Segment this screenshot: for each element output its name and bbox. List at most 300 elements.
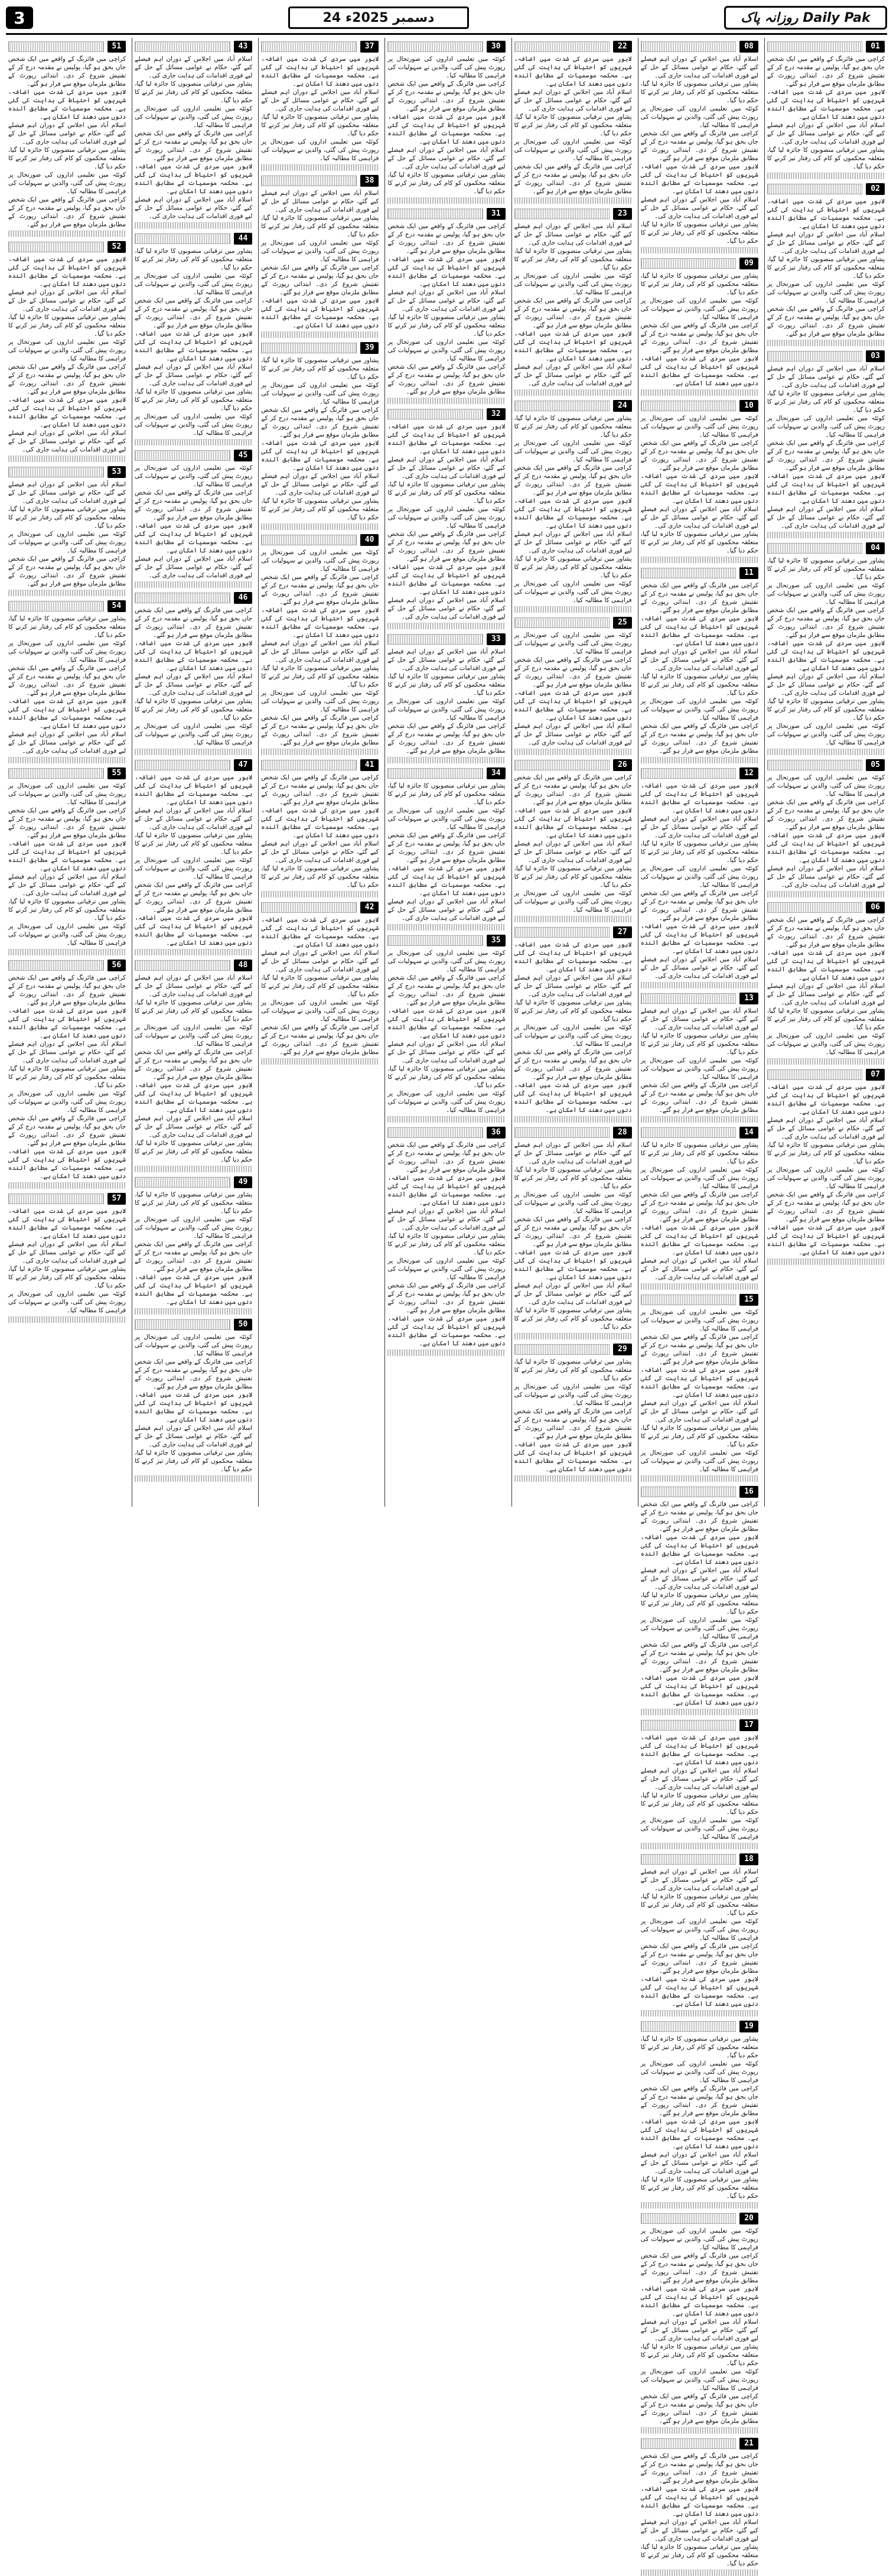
notice-title-rule [514,401,610,411]
body-text-line: کراچی میں فائرنگ کے واقعے میں ایک شخص جاں بحق ہو گیا، پولیس نے مقدمہ درج کر کے تفتیش شروع کر دی۔ ابتدائی رپورٹ کے مطابق ملزمان موقع سے فرار ہو گئے۔ [640,582,758,614]
notice-footer-rule [135,439,252,445]
notice-block [514,1126,632,1339]
body-text-line: اسلام آباد میں اجلاس کے دوران اہم فیصلے کیے گئے، حکام نے عوامی مسائل کے حل کے لیے فوری اقدامات کی ہدایت جاری کی۔ [387,898,506,922]
notice-header [641,399,758,412]
notice-body [387,55,505,196]
notice-title-rule [135,233,230,244]
body-text-line: لاہور میں سردی کی شدت میں اضافہ، شہریوں کو احتیاط کی ہدایت کی گئی ہے۔ محکمہ موسمیات کے مطابق آئندہ دنوں میں دھند کا امکان ہے۔ [514,689,632,721]
notice-number: 52 [107,241,126,253]
notice-body [514,55,632,196]
body-text-line: کوئٹہ میں تعلیمی اداروں کی صورتحال پر رپورٹ پیش کی گئی، والدین نے سہولیات کی فراہمی کا مطالبہ کیا۔ [261,549,379,573]
body-text-line: پشاور میں ترقیاتی منصوبوں کا جائزہ لیا گیا، متعلقہ محکموں کو کام کی رفتار تیز کرنے کا حکم دیا گیا۔ [514,555,632,579]
column-5 [258,38,381,1507]
body-text-line: کراچی میں فائرنگ کے واقعے میں ایک شخص جاں بحق ہو گیا، پولیس نے مقدمہ درج کر کے تفتیش شروع کر دی۔ ابتدائی رپورٹ کے مطابق ملزمان موقع سے فرار ہو گئے۔ [767,305,885,337]
body-text-line: کراچی میں فائرنگ کے واقعے میں ایک شخص جاں بحق ہو گیا، پولیس نے مقدمہ درج کر کے تفتیش شروع کر دی۔ ابتدائی رپورٹ کے مطابق ملزمان موقع سے فرار ہو گئے۔ [640,1191,758,1223]
column-2 [638,38,761,2567]
notice-title-rule [8,601,103,612]
body-text-line: کوئٹہ میں تعلیمی اداروں کی صورتحال پر رپورٹ پیش کی گئی، والدین نے سہولیات کی فراہمی کا مطالبہ کیا۔ [8,1090,126,1114]
notice-header [8,466,126,479]
notice-footer-rule [767,749,885,755]
body-text-line: لاہور میں سردی کی شدت میں اضافہ، شہریوں کو احتیاط کی ہدایت کی گئی ہے۔ محکمہ موسمیات کے مطابق آئندہ دنوں میں دھند کا امکان ہے۔ [261,297,379,329]
notice-header [387,207,505,220]
body-text-line: اسلام آباد میں اجلاس کے دوران اہم فیصلے کیے گئے، حکام نے عوامی مسائل کے حل کے لیے فوری اقدامات کی ہدایت جاری کی۔ [767,365,885,389]
body-text-line: کوئٹہ میں تعلیمی اداروں کی صورتحال پر رپورٹ پیش کی گئی، والدین نے سہولیات کی فراہمی کا مطالبہ کیا۔ [640,1918,758,1941]
notice-number: 11 [739,567,758,579]
notice-number: 44 [234,233,253,245]
notice-number: 47 [234,759,253,771]
notice-body [387,648,505,755]
notice-block [261,174,379,338]
body-text-line: پشاور میں ترقیاتی منصوبوں کا جائزہ لیا گیا، متعلقہ محکموں کو کام کی رفتار تیز کرنے کا حکم دیا گیا۔ [640,2035,758,2059]
body-text-line: لاہور میں سردی کی شدت میں اضافہ، شہریوں کو احتیاط کی ہدایت کی گئی ہے۔ محکمہ موسمیات کے مطابق آئندہ دنوں میں دھند کا امکان ہے۔ [387,1315,506,1347]
notice-number: 38 [360,175,379,187]
notice-number: 21 [739,2438,758,2450]
body-text-line: پشاور میں ترقیاتی منصوبوں کا جائزہ لیا گیا، متعلقہ محکموں کو کام کی رفتار تیز کرنے کا حکم دیا گیا۔ [767,256,885,279]
notice-header [514,1126,632,1139]
columns-container [6,38,887,2567]
body-text-line: کراچی میں فائرنگ کے واقعے میں ایک شخص جاں بحق ہو گیا، پولیس نے مقدمہ درج کر کے تفتیش شروع کر دی۔ ابتدائی رپورٹ کے مطابق ملزمان موقع سے فرار ہو گئے۔ [640,1943,758,1975]
notice-number: 39 [360,342,379,354]
notice-footer-rule [514,389,632,396]
notice-footer-rule [387,1349,505,1356]
notice-title-rule [261,760,356,770]
body-text-line: کوئٹہ میں تعلیمی اداروں کی صورتحال پر رپورٹ پیش کی گئی، والدین نے سہولیات کی فراہمی کا مطالبہ کیا۔ [767,281,885,304]
body-text-line: اسلام آباد میں اجلاس کے دوران اہم فیصلے کیے گئے، حکام نے عوامی مسائل کے حل کے لیے فوری اقدامات کی ہدایت جاری کی۔ [767,231,885,255]
notice-number: 43 [234,41,253,53]
body-text-line: کوئٹہ میں تعلیمی اداروں کی صورتحال پر رپورٹ پیش کی گئی، والدین نے سہولیات کی فراہمی کا مطالبہ کیا۔ [640,297,758,321]
notice-block [135,449,252,588]
notice-header [641,257,758,270]
notice-footer-rule [767,891,885,897]
notice-header [135,1176,252,1189]
notice-header [135,959,252,972]
body-text-line: لاہور میں سردی کی شدت میں اضافہ، شہریوں کو احتیاط کی ہدایت کی گئی ہے۔ محکمہ موسمیات کے مطابق آئندہ دنوں میں دھند کا امکان ہے۔ [8,256,126,288]
notice-footer-rule [135,1308,252,1315]
body-text-line: کراچی میں فائرنگ کے واقعے میں ایک شخص جاں بحق ہو گیا، پولیس نے مقدمہ درج کر کے تفتیش شروع کر دی۔ ابتدائی رپورٹ کے مطابق ملزمان موقع سے فرار ہو گئے۔ [261,264,379,296]
notice-footer-rule [641,1709,758,1715]
body-text-line: اسلام آباد میں اجلاس کے دوران اہم فیصلے کیے گئے، حکام نے عوامی مسائل کے حل کے لیے فوری اقدامات کی ہدایت جاری کی۔ [514,89,632,112]
notice-block [8,1192,126,1323]
notice-header [135,759,252,772]
body-text-line: اسلام آباد میں اجلاس کے دوران اہم فیصلے کیے گئے، حکام نے عوامی مسائل کے حل کے لیے فوری اقدامات کی ہدایت جاری کی۔ [640,2318,758,2342]
body-text-line: کراچی میں فائرنگ کے واقعے میں ایک شخص جاں بحق ہو گیا، پولیس نے مقدمہ درج کر کے تفتیش شروع کر دی۔ ابتدائی رپورٹ کے مطابق ملزمان موقع سے فرار ہو گئے۔ [387,723,506,754]
body-text-line: کوئٹہ میں تعلیمی اداروں کی صورتحال پر رپورٹ پیش کی گئی، والدین نے سہولیات کی فراہمی کا مطالبہ کیا۔ [767,1166,885,1190]
body-text-line: کراچی میں فائرنگ کے واقعے میں ایک شخص جاں بحق ہو گیا، پولیس نے مقدمہ درج کر کے تفتیش شروع کر دی۔ ابتدائی رپورٹ کے مطابق ملزمان موقع سے فرار ہو گئے۔ [8,665,126,697]
body-text-line: پشاور میں ترقیاتی منصوبوں کا جائزہ لیا گیا، متعلقہ محکموں کو کام کی رفتار تیز کرنے کا حکم دیا گیا۔ [767,557,885,581]
notice-body [514,1358,632,1474]
body-text-line: لاہور میں سردی کی شدت میں اضافہ، شہریوں کو احتیاط کی ہدایت کی گئی ہے۔ محکمہ موسمیات کے مطابق آئندہ دنوں میں دھند کا امکان ہے۔ [135,330,253,362]
notice-footer-rule [261,891,379,897]
body-text-line: کوئٹہ میں تعلیمی اداروں کی صورتحال پر رپورٹ پیش کی گئی، والدین نے سہولیات کی فراہمی کا مطالبہ کیا۔ [8,531,126,554]
body-text-line: لاہور میں سردی کی شدت میں اضافہ، شہریوں کو احتیاط کی ہدایت کی گئی ہے۔ محکمہ موسمیات کے مطابق آئندہ دنوں میں دھند کا امکان ہے۔ [640,355,758,387]
notice-header [514,1343,632,1356]
body-text-line: اسلام آباد میں اجلاس کے دوران اہم فیصلے کیے گئے، حکام نے عوامی مسائل کے حل کے لیے فوری اقدامات کی ہدایت جاری کی۔ [8,481,126,505]
body-text-line: لاہور میں سردی کی شدت میں اضافہ، شہریوں کو احتیاط کی ہدایت کی گئی ہے۔ محکمہ موسمیات کے مطابق آئندہ دنوں میں دھند کا امکان ہے۔ [640,1367,758,1398]
notice-header [767,542,885,555]
body-text-line: لاہور میں سردی کی شدت میں اضافہ، شہریوں کو احتیاط کی ہدایت کی گئی ہے۔ محکمہ موسمیات کے مطابق آئندہ دنوں میں دھند کا امکان ہے۔ [514,1441,632,1473]
body-text-line: کراچی میں فائرنگ کے واقعے میں ایک شخص جاں بحق ہو گیا، پولیس نے مقدمہ درج کر کے تفتیش شروع کر دی۔ ابتدائی رپورٹ کے مطابق ملزمان موقع سے فرار ہو گئے۔ [640,440,758,471]
body-text-line: اسلام آباد میں اجلاس کے دوران اہم فیصلے کیے گئے، حکام نے عوامی مسائل کے حل کے لیے فوری اقدامات کی ہدایت جاری کی۔ [135,974,253,998]
body-text-line: اسلام آباد میں اجلاس کے دوران اہم فیصلے کیے گئے، حکام نے عوامی مسائل کے حل کے لیے فوری اقدامات کی ہدایت جاری کی۔ [135,56,253,79]
body-text-line: کوئٹہ میں تعلیمی اداروں کی صورتحال پر رپورٹ پیش کی گئی، والدین نے سہولیات کی فراہمی کا مطالبہ کیا۔ [387,56,506,79]
notice-title-rule [8,768,103,779]
notice-title-rule [641,2021,736,2032]
body-text-line: اسلام آباد میں اجلاس کے دوران اہم فیصلے کیے گئے، حکام نے عوامی مسائل کے حل کے لیے فوری اقدامات کی ہدایت جاری کی۔ [135,1424,253,1448]
notice-header [135,1318,252,1331]
body-text-line: اسلام آباد میں اجلاس کے دوران اہم فیصلے کیے گئے، حکام نے عوامی مسائل کے حل کے لیے فوری اقدامات کی ہدایت جاری کی۔ [767,1117,885,1140]
notice-footer-rule [261,331,379,338]
notice-footer-rule [641,1283,758,1290]
body-text-line: کراچی میں فائرنگ کے واقعے میں ایک شخص جاں بحق ہو گیا، پولیس نے مقدمہ درج کر کے تفتیش شروع کر دی۔ ابتدائی رپورٹ کے مطابق ملزمان موقع سے فرار ہو گئے۔ [767,56,885,87]
column-4 [384,38,507,1507]
notice-number: 37 [360,41,379,53]
body-text-line: لاہور میں سردی کی شدت میں اضافہ، شہریوں کو احتیاط کی ہدایت کی گئی ہے۔ محکمہ موسمیات کے مطابق آئندہ دنوں میں دھند کا امکان ہے۔ [8,698,126,730]
notice-block [387,767,505,931]
body-text-line: کوئٹہ میں تعلیمی اداروں کی صورتحال پر رپورٹ پیش کی گئی، والدین نے سہولیات کی فراہمی کا مطالبہ کیا۔ [135,464,253,488]
body-text-line: پشاور میں ترقیاتی منصوبوں کا جائزہ لیا گیا، متعلقہ محکموں کو کام کی رفتار تیز کرنے کا حکم دیا گیا۔ [640,2544,758,2567]
body-text-line: پشاور میں ترقیاتی منصوبوں کا جائزہ لیا گیا، متعلقہ محکموں کو کام کی رفتار تیز کرنے کا حکم دیا گیا۔ [261,665,379,688]
body-text-line: اسلام آباد میں اجلاس کے دوران اہم فیصلے کیے گئے، حکام نے عوامی مسائل کے حل کے لیے فوری اقدامات کی ہدایت جاری کی۔ [514,1282,632,1306]
body-text-line: کوئٹہ میں تعلیمی اداروں کی صورتحال پر رپورٹ پیش کی گئی، والدین نے سہولیات کی فراہمی کا مطالبہ کیا۔ [767,415,885,438]
body-text-line: کوئٹہ میں تعلیمی اداروں کی صورتحال پر رپورٹ پیش کی گئی، والدین نے سہولیات کی فراہمی کا مطالبہ کیا۔ [767,723,885,746]
body-text-line: کوئٹہ میں تعلیمی اداروں کی صورتحال پر رپورٹ پیش کی گئی، والدین نے سہولیات کی فراہمی کا مطالبہ کیا۔ [514,440,632,463]
body-text-line: کوئٹہ میں تعلیمی اداروں کی صورتحال پر رپورٹ پیش کی گئی، والدین نے سہولیات کی فراہمی کا مطالبہ کیا۔ [135,1216,253,1240]
notice-title-rule [387,768,483,779]
notice-number: 01 [866,41,885,53]
notice-footer-rule [387,623,505,629]
notice-title-rule [135,593,230,603]
notice-header [8,40,126,53]
body-text-line: کراچی میں فائرنگ کے واقعے میں ایک شخص جاں بحق ہو گیا، پولیس نے مقدمہ درج کر کے تفتیش شروع کر دی۔ ابتدائی رپورٹ کے مطابق ملزمان موقع سے فرار ہو گئے۔ [387,1141,506,1173]
notice-header [135,40,252,53]
body-text-line: کراچی میں فائرنگ کے واقعے میں ایک شخص جاں بحق ہو گیا، پولیس نے مقدمہ درج کر کے تفتیش شروع کر دی۔ ابتدائی رپورٹ کے مطابق ملزمان موقع سے فرار ہو گئے۔ [261,1024,379,1056]
notice-header [135,449,252,462]
notice-header [387,633,505,646]
body-text-line: پشاور میں ترقیاتی منصوبوں کا جائزہ لیا گیا، متعلقہ محکموں کو کام کی رفتار تیز کرنے کا حکم دیا گیا۔ [135,999,253,1023]
notice-block [135,959,252,1172]
body-text-line: کوئٹہ میں تعلیمی اداروں کی صورتحال پر رپورٹ پیش کی گئی، والدین نے سہولیات کی فراہمی کا مطالبہ کیا۔ [261,239,379,263]
notice-title-rule [641,1487,736,1497]
notice-footer-rule [514,916,632,922]
body-text-line: پشاور میں ترقیاتی منصوبوں کا جائزہ لیا گیا، متعلقہ محکموں کو کام کی رفتار تیز کرنے کا حکم دیا گیا۔ [135,248,253,271]
body-text-line: اسلام آباد میں اجلاس کے دوران اہم فیصلے کیے گئے، حکام نے عوامی مسائل کے حل کے لیے فوری اقدامات کی ہدایت جاری کی۔ [514,223,632,246]
notice-header [387,934,505,947]
body-text-line: کوئٹہ میں تعلیمی اداروں کی صورتحال پر رپورٹ پیش کی گئی، والدین نے سہولیات کی فراہمی کا مطالبہ کیا۔ [261,138,379,162]
notice-block [767,40,885,179]
body-text-line: کراچی میں فائرنگ کے واقعے میں ایک شخص جاں بحق ہو گیا، پولیس نے مقدمہ درج کر کے تفتیش شروع کر دی۔ ابتدائی رپورٹ کے مطابق ملزمان موقع سے فرار ہو گئے۔ [767,916,885,948]
body-text-line: کوئٹہ میں تعلیمی اداروں کی صورتحال پر رپورٹ پیش کی گئی، والدین نے سہولیات کی فراہمی کا مطالبہ کیا۔ [387,339,506,362]
notice-block [767,542,885,755]
notice-footer-rule [135,949,252,955]
notice-footer-rule [641,2010,758,2016]
masthead-logo: روزانہ پاک Daily Pak [724,6,887,30]
body-text-line: کوئٹہ میں تعلیمی اداروں کی صورتحال پر رپورٹ پیش کی گئی، والدین نے سہولیات کی فراہمی کا مطالبہ کیا۔ [135,723,253,746]
notice-title-rule [641,1127,736,1138]
body-text-line: کراچی میں فائرنگ کے واقعے میں ایک شخص جاں بحق ہو گیا، پولیس نے مقدمہ درج کر کے تفتیش شروع کر دی۔ ابتدائی رپورٹ کے مطابق ملزمان موقع سے فرار ہو گئے۔ [135,1049,253,1081]
notice-block [387,408,505,629]
notice-footer-rule [8,1182,126,1189]
body-text-line: کوئٹہ میں تعلیمی اداروں کی صورتحال پر رپورٹ پیش کی گئی، والدین نے سہولیات کی فراہمی کا مطالبہ کیا۔ [640,1057,758,1081]
notice-body [135,55,252,220]
notice-block [767,183,885,346]
notice-title-rule [387,209,483,219]
body-text-line: پشاور میں ترقیاتی منصوبوں کا جائزہ لیا گیا، متعلقہ محکموں کو کام کی رفتار تیز کرنے کا حکم دیا گیا۔ [261,865,379,889]
body-text-line: لاہور میں سردی کی شدت میں اضافہ، شہریوں کو احتیاط کی ہدایت کی گئی ہے۔ محکمہ موسمیات کے مطابق آئندہ دنوں میں دھند کا امکان ہے۔ [8,396,126,428]
body-text-line: لاہور میں سردی کی شدت میں اضافہ، شہریوں کو احتیاط کی ہدایت کی گئی ہے۔ محکمہ موسمیات کے مطابق آئندہ دنوں میں دھند کا امکان ہے۔ [387,113,506,145]
body-text-line: لاہور میں سردی کی شدت میں اضافہ، شہریوں کو احتیاط کی ہدایت کی گئی ہے۔ محکمہ موسمیات کے مطابق آئندہ دنوں میں دھند کا امکان ہے۔ [8,89,126,121]
body-text-line: لاہور میں سردی کی شدت میں اضافہ، شہریوں کو احتیاط کی ہدایت کی گئی ہے۔ محکمہ موسمیات کے مطابق آئندہ دنوں میں دھند کا امکان ہے۔ [261,607,379,639]
body-text-line: اسلام آباد میں اجلاس کے دوران اہم فیصلے کیے گئے، حکام نے عوامی مسائل کے حل کے لیے فوری اقدامات کی ہدایت جاری کی۔ [8,430,126,453]
body-text-line: لاہور میں سردی کی شدت میں اضافہ، شہریوں کو احتیاط کی ہدایت کی گئی ہے۔ محکمہ موسمیات کے مطابق آئندہ دنوں میں دھند کا امکان ہے۔ [640,615,758,647]
notice-footer-rule [387,924,505,931]
notice-title-rule [767,902,862,913]
body-text-line: کوئٹہ میں تعلیمی اداروں کی صورتحال پر رپورٹ پیش کی گئی، والدین نے سہولیات کی فراہمی کا مطالبہ کیا۔ [387,949,506,973]
body-text-line: کراچی میں فائرنگ کے واقعے میں ایک شخص جاں بحق ہو گیا، پولیس نے مقدمہ درج کر کے تفتیش شروع کر دی۔ ابتدائی رپورٹ کے مطابق ملزمان موقع سے فرار ہو گئے۔ [767,799,885,831]
notice-footer-rule [641,389,758,396]
body-text-line: پشاور میں ترقیاتی منصوبوں کا جائزہ لیا گیا، متعلقہ محکموں کو کام کی رفتار تیز کرنے کا حکم دیا گیا۔ [640,840,758,864]
body-text-line: کراچی میں فائرنگ کے واقعے میں ایک شخص جاں بحق ہو گیا، پولیس نے مقدمہ درج کر کے تفتیش شروع کر دی۔ ابتدائی رپورٹ کے مطابق ملزمان موقع سے فرار ہو گئے۔ [135,297,253,329]
body-text-line: اسلام آباد میں اجلاس کے دوران اہم فیصلے کیے گئے، حکام نے عوامی مسائل کے حل کے لیے فوری اقدامات کی ہدایت جاری کی۔ [640,1767,758,1791]
notice-body [641,1308,758,1474]
notice-block [135,759,252,955]
notice-body [767,1083,885,1257]
notice-number: 23 [613,208,632,220]
body-text-line: اسلام آباد میں اجلاس کے دوران اہم فیصلے کیے گئے، حکام نے عوامی مسائل کے حل کے لیے فوری اقدامات کی ہدایت جاری کی۔ [640,1400,758,1423]
notice-footer-rule [387,757,505,763]
body-text-line: کراچی میں فائرنگ کے واقعے میں ایک شخص جاں بحق ہو گیا، پولیس نے مقدمہ درج کر کے تفتیش شروع کر دی۔ ابتدائی رپورٹ کے مطابق ملزمان موقع سے فرار ہو گئے۔ [135,882,253,913]
body-text-line: اسلام آباد میں اجلاس کے دوران اہم فیصلے کیے گئے، حکام نے عوامی مسائل کے حل کے لیے فوری اقدامات کی ہدایت جاری کی۔ [387,289,506,313]
body-text-line: اسلام آباد میں اجلاس کے دوران اہم فیصلے کیے گئے، حکام نے عوامی مسائل کے حل کے لیے فوری اقدامات کی ہدایت جاری کی۔ [8,1241,126,1264]
body-text-line: کراچی میں فائرنگ کے واقعے میں ایک شخص جاں بحق ہو گیا، پولیس نے مقدمہ درج کر کے تفتیش شروع کر دی۔ ابتدائی رپورٹ کے مطابق ملزمان موقع سے فرار ہو گئے۔ [514,297,632,329]
body-text-line: اسلام آباد میں اجلاس کے دوران اہم فیصلے کیے گئے، حکام نے عوامی مسائل کے حل کے لیے فوری اقدامات کی ہدایت جاری کی۔ [640,1868,758,1892]
body-text-line: اسلام آباد میں اجلاس کے دوران اہم فیصلے کیے گئے، حکام نے عوامی مسائل کے حل کے لیے فوری اقدامات کی ہدایت جاری کی۔ [8,122,126,145]
notice-number: 26 [613,759,632,771]
notice-title-rule [641,401,736,411]
body-text-line: لاہور میں سردی کی شدت میں اضافہ، شہریوں کو احتیاط کی ہدایت کی گئی ہے۔ محکمہ موسمیات کے مطابق آئندہ دنوں میں دھند کا امکان ہے۔ [135,1274,253,1306]
notice-footer-rule [8,456,126,462]
notice-header [767,1068,885,1081]
body-text-line: کراچی میں فائرنگ کے واقعے میں ایک شخص جاں بحق ہو گیا، پولیس نے مقدمہ درج کر کے تفتیش شروع کر دی۔ ابتدائی رپورٹ کے مطابق ملزمان موقع سے فرار ہو گئے۔ [514,163,632,195]
body-text-line: کوئٹہ میں تعلیمی اداروں کی صورتحال پر رپورٹ پیش کی گئی، والدین نے سہولیات کی فراہمی کا مطالبہ کیا۔ [514,1024,632,1048]
notice-header [514,399,632,412]
body-text-line: پشاور میں ترقیاتی منصوبوں کا جائزہ لیا گیا، متعلقہ محکموں کو کام کی رفتار تیز کرنے کا حکم دیا گیا۔ [767,1007,885,1031]
body-text-line: اسلام آباد میں اجلاس کے دوران اہم فیصلے کیے گئے، حکام نے عوامی مسائل کے حل کے لیے فوری اقدامات کی ہدایت جاری کی۔ [387,597,506,620]
body-text-line: اسلام آباد میں اجلاس کے دوران اہم فیصلے کیے گئے، حکام نے عوامی مسائل کے حل کے لیے فوری اقدامات کی ہدایت جاری کی۔ [640,815,758,839]
notice-block [514,40,632,204]
body-text-line: پشاور میں ترقیاتی منصوبوں کا جائزہ لیا گیا، متعلقہ محکموں کو کام کی رفتار تیز کرنے کا حکم دیا گیا۔ [261,497,379,521]
body-text-line: پشاور میں ترقیاتی منصوبوں کا جائزہ لیا گیا، متعلقہ محکموں کو کام کی رفتار تیز کرنے کا حکم دیا گیا۔ [261,974,379,998]
notice-header [387,408,505,421]
notice-header [641,567,758,580]
notice-number: 31 [487,208,506,220]
notice-number: 28 [613,1127,632,1139]
body-text-line: کوئٹہ میں تعلیمی اداروں کی صورتحال پر رپورٹ پیش کی گئی، والدین نے سہولیات کی فراہمی کا مطالبہ کیا۔ [135,413,253,437]
body-text-line: کوئٹہ میں تعلیمی اداروں کی صورتحال پر رپورٹ پیش کی گئی، والدین نے سہولیات کی فراہمی کا مطالبہ کیا۔ [640,865,758,889]
notice-footer-rule [514,197,632,204]
body-text-line: لاہور میں سردی کی شدت میں اضافہ، شہریوں کو احتیاط کی ہدایت کی گئی ہے۔ محکمہ موسمیات کے مطابق آئندہ دنوں میں دھند کا امکان ہے۔ [261,440,379,471]
notice-footer-rule [8,230,126,237]
notice-body [135,974,252,1164]
body-text-line: اسلام آباد میں اجلاس کے دوران اہم فیصلے کیے گئے، حکام نے عوامی مسائل کے حل کے لیے فوری اقدامات کی ہدایت جاری کی۔ [135,555,253,579]
body-text-line: اسلام آباد میں اجلاس کے دوران اہم فیصلے کیے گئے، حکام نے عوامی مسائل کے حل کے لیے فوری اقدامات کی ہدایت جاری کی۔ [640,196,758,220]
notice-body [514,631,632,747]
notice-block [514,926,632,1123]
notice-block [641,257,758,396]
body-text-line: کراچی میں فائرنگ کے واقعے میں ایک شخص جاں بحق ہو گیا، پولیس نے مقدمہ درج کر کے تفتیش شروع کر دی۔ ابتدائی رپورٹ کے مطابق ملزمان موقع سے فرار ہو گئے۔ [8,1115,126,1147]
body-text-line: لاہور میں سردی کی شدت میں اضافہ، شہریوں کو احتیاط کی ہدایت کی گئی ہے۔ محکمہ موسمیات کے مطابق آئندہ دنوں میں دھند کا امکان ہے۔ [767,832,885,864]
body-text-line: پشاور میں ترقیاتی منصوبوں کا جائزہ لیا گیا، متعلقہ محکموں کو کام کی رفتار تیز کرنے کا حکم دیا گیا۔ [387,1065,506,1089]
body-text-line: پشاور میں ترقیاتی منصوبوں کا جائزہ لیا گیا، متعلقہ محکموں کو کام کی رفتار تیز کرنے کا حکم دیا گیا۔ [640,531,758,554]
notice-block [641,767,758,988]
notice-footer-rule [8,757,126,763]
notice-body [641,2452,758,2568]
body-text-line: پشاور میں ترقیاتی منصوبوں کا جائزہ لیا گیا، متعلقہ محکموں کو کام کی رفتار تیز کرنے کا حکم دیا گیا۔ [640,1141,758,1165]
notice-title-rule [641,993,736,1004]
body-text-line: کوئٹہ میں تعلیمی اداروں کی صورتحال پر رپورٹ پیش کی گئی، والدین نے سہولیات کی فراہمی کا مطالبہ کیا۔ [514,580,632,604]
body-text-line: پشاور میں ترقیاتی منصوبوں کا جائزہ لیا گیا، متعلقہ محکموں کو کام کی رفتار تیز کرنے کا حکم دیا گیا۔ [261,113,379,137]
body-text-line: اسلام آباد میں اجلاس کے دوران اہم فیصلے کیے گئے، حکام نے عوامی مسائل کے حل کے لیے فوری اقدامات کی ہدایت جاری کی۔ [261,640,379,663]
body-text-line: پشاور میں ترقیاتی منصوبوں کا جائزہ لیا گیا، متعلقہ محکموں کو کام کی رفتار تیز کرنے کا حکم دیا گیا۔ [514,248,632,271]
body-text-line: لاہور میں سردی کی شدت میں اضافہ، شہریوں کو احتیاط کی ہدایت کی گئی ہے۔ محکمہ موسمیات کے مطابق آئندہ دنوں میں دھند کا امکان ہے۔ [135,522,253,554]
notice-title-rule [767,543,862,554]
body-text-line: اسلام آباد میں اجلاس کے دوران اہم فیصلے کیے گئے، حکام نے عوامی مسائل کے حل کے لیے فوری اقدامات کی ہدایت جاری کی۔ [261,473,379,496]
body-text-line: لاہور میں سردی کی شدت میں اضافہ، شہریوں کو احتیاط کی ہدایت کی گئی ہے۔ محکمہ موسمیات کے مطابق آئندہ دنوں میں دھند کا امکان ہے۔ [261,56,379,87]
notice-header [387,767,505,780]
notice-footer-rule [767,340,885,346]
notice-title-rule [135,760,230,770]
body-text-line: لاہور میں سردی کی شدت میں اضافہ، شہریوں کو احتیاط کی ہدایت کی گئی ہے۔ محکمہ موسمیات کے مطابق آئندہ دنوں میں دھند کا امکان ہے۔ [767,198,885,230]
notice-title-rule [514,760,610,770]
issue-date: 24 دسمبر 2025ء [288,6,469,29]
body-text-line: پشاور میں ترقیاتی منصوبوں کا جائزہ لیا گیا، متعلقہ محکموں کو کام کی رفتار تیز کرنے کا حکم دیا گیا۔ [261,214,379,238]
body-text-line: کراچی میں فائرنگ کے واقعے میں ایک شخص جاں بحق ہو گیا، پولیس نے مقدمہ درج کر کے تفتیش شروع کر دی۔ ابتدائی رپورٹ کے مطابق ملزمان موقع سے فرار ہو گئے۔ [135,1241,253,1273]
body-text-line: کوئٹہ میں تعلیمی اداروں کی صورتحال پر رپورٹ پیش کی گئی، والدین نے سہولیات کی فراہمی کا مطالبہ کیا۔ [261,689,379,713]
body-text-line: لاہور میں سردی کی شدت میں اضافہ، شہریوں کو احتیاط کی ہدایت کی گئی ہے۔ محکمہ موسمیات کے مطابق آئندہ دنوں میں دھند کا امکان ہے۔ [514,1249,632,1281]
body-text-line: اسلام آباد میں اجلاس کے دوران اہم فیصلے کیے گئے، حکام نے عوامی مسائل کے حل کے لیے فوری اقدامات کی ہدایت جاری کی۔ [387,1040,506,1064]
body-text-line: کراچی میں فائرنگ کے واقعے میں ایک شخص جاں بحق ہو گیا، پولیس نے مقدمہ درج کر کے تفتیش شروع کر دی۔ ابتدائی رپورٹ کے مطابق ملزمان موقع سے فرار ہو گئے۔ [8,974,126,1006]
notice-body [641,1500,758,1707]
body-text-line: لاہور میں سردی کی شدت میں اضافہ، شہریوں کو احتیاط کی ہدایت کی گئی ہے۔ محکمہ موسمیات کے مطابق آئندہ دنوں میں دھند کا امکان ہے۔ [135,915,253,947]
body-text-line: کراچی میں فائرنگ کے واقعے میں ایک شخص جاں بحق ہو گیا، پولیس نے مقدمہ درج کر کے تفتیش شروع کر دی۔ ابتدائی رپورٹ کے مطابق ملزمان موقع سے فرار ہو گئے۔ [135,130,253,162]
body-text-line: لاہور میں سردی کی شدت میں اضافہ، شہریوں کو احتیاط کی ہدایت کی گئی ہے۔ محکمہ موسمیات کے مطابق آئندہ دنوں میں دھند کا امکان ہے۔ [640,1674,758,1706]
body-text-line: پشاور میں ترقیاتی منصوبوں کا جائزہ لیا گیا، متعلقہ محکموں کو کام کی رفتار تیز کرنے کا حکم دیا گیا۔ [640,1792,758,1816]
body-text-line: کوئٹہ میں تعلیمی اداروں کی صورتحال پر رپورٹ پیش کی گئی، والدین نے سہولیات کی فراہمی کا مطالبہ کیا۔ [640,1817,758,1840]
body-text-line: کراچی میں فائرنگ کے واقعے میں ایک شخص جاں بحق ہو گیا، پولیس نے مقدمہ درج کر کے تفتیش شروع کر دی۔ ابتدائی رپورٹ کے مطابق ملزمان موقع سے فرار ہو گئے۔ [767,607,885,639]
notice-body [641,2227,758,2425]
body-text-line: کراچی میں فائرنگ کے واقعے میں ایک شخص جاں بحق ہو گیا، پولیس نے مقدمہ درج کر کے تفتیش شروع کر دی۔ ابتدائی رپورٹ کے مطابق ملزمان موقع سے فرار ہو گئے۔ [640,322,758,354]
body-text-line: پشاور میں ترقیاتی منصوبوں کا جائزہ لیا گیا، متعلقہ محکموں کو کام کی رفتار تیز کرنے کا حکم دیا گیا۔ [514,1166,632,1190]
notice-header [8,1192,126,1205]
notice-body [641,55,758,245]
notice-title-rule [8,1193,103,1204]
body-text-line: کراچی میں فائرنگ کے واقعے میں ایک شخص جاں بحق ہو گیا، پولیس نے مقدمہ درج کر کے تفتیش شروع کر دی۔ ابتدائی رپورٹ کے مطابق ملزمان موقع سے فرار ہو گئے۔ [514,656,632,688]
body-text-line: لاہور میں سردی کی شدت میں اضافہ، شہریوں کو احتیاط کی ہدایت کی گئی ہے۔ محکمہ موسمیات کے مطابق آئندہ دنوں میں دھند کا امکان ہے۔ [767,1084,885,1115]
body-text-line: پشاور میں ترقیاتی منصوبوں کا جائزہ لیا گیا، متعلقہ محکموں کو کام کی رفتار تیز کرنے کا حکم دیا گیا۔ [135,698,253,721]
body-text-line: لاہور میں سردی کی شدت میں اضافہ، شہریوں کو احتیاط کی ہدایت کی گئی ہے۔ محکمہ موسمیات کے مطابق آئندہ دنوں میں دھند کا امکان ہے۔ [640,2486,758,2518]
body-text-line: لاہور میں سردی کی شدت میں اضافہ، شہریوں کو احتیاط کی ہدایت کی گئی ہے۔ محکمہ موسمیات کے مطابق آئندہ دنوں میں دھند کا امکان ہے۔ [135,1082,253,1114]
notice-number: 06 [866,902,885,913]
notice-header [135,591,252,604]
notice-footer-rule [261,749,379,755]
body-text-line: پشاور میں ترقیاتی منصوبوں کا جائزہ لیا گیا، متعلقہ محکموں کو کام کی رفتار تیز کرنے کا حکم دیا گیا۔ [8,898,126,922]
body-text-line: پشاور میں ترقیاتی منصوبوں کا جائزہ لیا گیا، متعلقہ محکموں کو کام کی رفتار تیز کرنے کا حکم دیا گیا۔ [767,1141,885,1165]
notice-body [767,557,885,747]
body-text-line: پشاور میں ترقیاتی منصوبوں کا جائزہ لیا گیا، متعلقہ محکموں کو کام کی رفتار تیز کرنے کا حکم دیا گیا۔ [640,673,758,697]
body-text-line: لاہور میں سردی کی شدت میں اضافہ، شہریوں کو احتیاط کی ہدایت کی گئی ہے۔ محکمہ موسمیات کے مطابق آئندہ دنوں میں دھند کا امکان ہے۔ [640,2118,758,2150]
notice-number: 50 [234,1319,253,1331]
notice-block [261,759,379,897]
body-text-line: اسلام آباد میں اجلاس کے دوران اہم فیصلے کیے گئے، حکام نے عوامی مسائل کے حل کے لیے فوری اقدامات کی ہدایت جاری کی۔ [640,56,758,79]
notice-footer-rule [514,606,632,613]
notice-footer-rule [641,557,758,563]
notice-body [261,916,379,1056]
notice-body [767,197,885,338]
notice-header [641,1485,758,1498]
body-text-line: اسلام آباد میں اجلاس کے دوران اہم فیصلے کیے گئے، حکام نے عوامی مسائل کے حل کے لیے فوری اقدامات کی ہدایت جاری کی۔ [387,648,506,672]
body-text-line: پشاور میں ترقیاتی منصوبوں کا جائزہ لیا گیا، متعلقہ محکموں کو کام کی رفتار تیز کرنے کا حکم دیا گیا۔ [640,2343,758,2367]
notice-title-rule [8,960,103,971]
body-text-line: پشاور میں ترقیاتی منصوبوں کا جائزہ لیا گیا، متعلقہ محکموں کو کام کی رفتار تیز کرنے کا حکم دیا گیا۔ [8,615,126,639]
body-text-line: کوئٹہ میں تعلیمی اداروں کی صورتحال پر رپورٹ پیش کی گئی، والدین نے سہولیات کی فراہمی کا مطالبہ کیا۔ [8,1290,126,1314]
body-text-line: پشاور میں ترقیاتی منصوبوں کا جائزہ لیا گیا، متعلقہ محکموں کو کام کی رفتار تیز کرنے کا حکم دیا گیا۔ [135,1191,253,1215]
notice-title-rule [261,535,356,545]
notice-number: 14 [739,1127,758,1139]
body-text-line: اسلام آباد میں اجلاس کے دوران اہم فیصلے کیے گئے، حکام نے عوامی مسائل کے حل کے لیے فوری اقدامات کی ہدایت جاری کی۔ [8,1040,126,1064]
body-text-line: کراچی میں فائرنگ کے واقعے میں ایک شخص جاں بحق ہو گیا، پولیس نے مقدمہ درج کر کے تفتیش شروع کر دی۔ ابتدائی رپورٹ کے مطابق ملزمان موقع سے فرار ہو گئے۔ [514,1049,632,1081]
notice-number: 56 [107,960,126,971]
notice-block [641,1485,758,1715]
notice-header [8,959,126,972]
body-text-line: اسلام آباد میں اجلاس کے دوران اہم فیصلے کیے گئے، حکام نے عوامی مسائل کے حل کے لیے فوری اقدامات کی ہدایت جاری کی۔ [514,531,632,554]
notice-header [641,1853,758,1866]
notice-header [8,240,126,253]
body-text-line: اسلام آباد میں اجلاس کے دوران اہم فیصلے کیے گئے، حکام نے عوامی مسائل کے حل کے لیے فوری اقدامات کی ہدایت جاری کی۔ [640,2151,758,2175]
body-text-line: کراچی میں فائرنگ کے واقعے میں ایک شخص جاں بحق ہو گیا، پولیس نے مقدمہ درج کر کے تفتیش شروع کر دی۔ ابتدائی رپورٹ کے مطابق ملزمان موقع سے فرار ہو گئے۔ [640,130,758,162]
notice-title-rule [514,1127,610,1138]
notice-title-rule [261,343,356,353]
body-text-line: اسلام آباد میں اجلاس کے دوران اہم فیصلے کیے گئے، حکام نے عوامی مسائل کے حل کے لیے فوری اقدامات کی ہدایت جاری کی۔ [640,1567,758,1591]
notice-block [8,240,126,462]
notice-header [767,350,885,363]
body-text-line: کوئٹہ میں تعلیمی اداروں کی صورتحال پر رپورٹ پیش کی گئی، والدین نے سہولیات کی فراہمی کا مطالبہ کیا۔ [387,1257,506,1281]
notice-block [767,350,885,538]
body-text-line: کراچی میں فائرنگ کے واقعے میں ایک شخص جاں بحق ہو گیا، پولیس نے مقدمہ درج کر کے تفتیش شروع کر دی۔ ابتدائی رپورٹ کے مطابق ملزمان موقع سے فرار ہو گئے۔ [514,774,632,806]
body-text-line: کوئٹہ میں تعلیمی اداروں کی صورتحال پر رپورٹ پیش کی گئی، والدین نے سہولیات کی فراہمی کا مطالبہ کیا۔ [640,1309,758,1332]
notice-header [767,183,885,196]
body-text-line: لاہور میں سردی کی شدت میں اضافہ، شہریوں کو احتیاط کی ہدایت کی گئی ہے۔ محکمہ موسمیات کے مطابق آئندہ دنوں میں دھند کا امکان ہے۔ [135,163,253,195]
body-text-line: کوئٹہ میں تعلیمی اداروں کی صورتحال پر رپورٹ پیش کی گئی، والدین نے سہولیات کی فراہمی کا مطالبہ کیا۔ [387,698,506,721]
body-text-line: لاہور میں سردی کی شدت میں اضافہ، شہریوں کو احتیاط کی ہدایت کی گئی ہے۔ محکمہ موسمیات کے مطابق آئندہ دنوں میں دھند کا امکان ہے۔ [767,1224,885,1256]
notice-footer-rule [135,581,252,588]
body-text-line: کوئٹہ میں تعلیمی اداروں کی صورتحال پر رپورٹ پیش کی گئی، والدین نے سہولیات کی فراہمی کا مطالبہ کیا۔ [8,782,126,806]
notice-title-rule [767,1069,862,1080]
notice-block [641,399,758,563]
notice-footer-rule [261,523,379,530]
body-text-line: پشاور میں ترقیاتی منصوبوں کا جائزہ لیا گیا، متعلقہ محکموں کو کام کی رفتار تیز کرنے کا حکم دیا گیا۔ [135,80,253,104]
notice-title-rule [641,2438,736,2449]
notice-header [8,600,126,613]
notice-number: 41 [360,759,379,771]
body-text-line: کوئٹہ میں تعلیمی اداروں کی صورتحال پر رپورٹ پیش کی گئی، والدین نے سہولیات کی فراہمی کا مطالبہ کیا۔ [135,857,253,880]
notice-footer-rule [641,1116,758,1123]
notice-footer-rule [135,1166,252,1172]
body-text-line: کوئٹہ میں تعلیمی اداروں کی صورتحال پر رپورٹ پیش کی گئی، والدین نے سہولیات کی فراہمی کا مطالبہ کیا۔ [387,506,506,529]
notice-block [514,399,632,613]
notice-number: 17 [739,1719,758,1731]
body-text-line: پشاور میں ترقیاتی منصوبوں کا جائزہ لیا گیا، متعلقہ محکموں کو کام کی رفتار تیز کرنے کا حکم دیا گیا۔ [387,1232,506,1256]
notice-number: 02 [866,183,885,195]
notice-block [641,2212,758,2434]
